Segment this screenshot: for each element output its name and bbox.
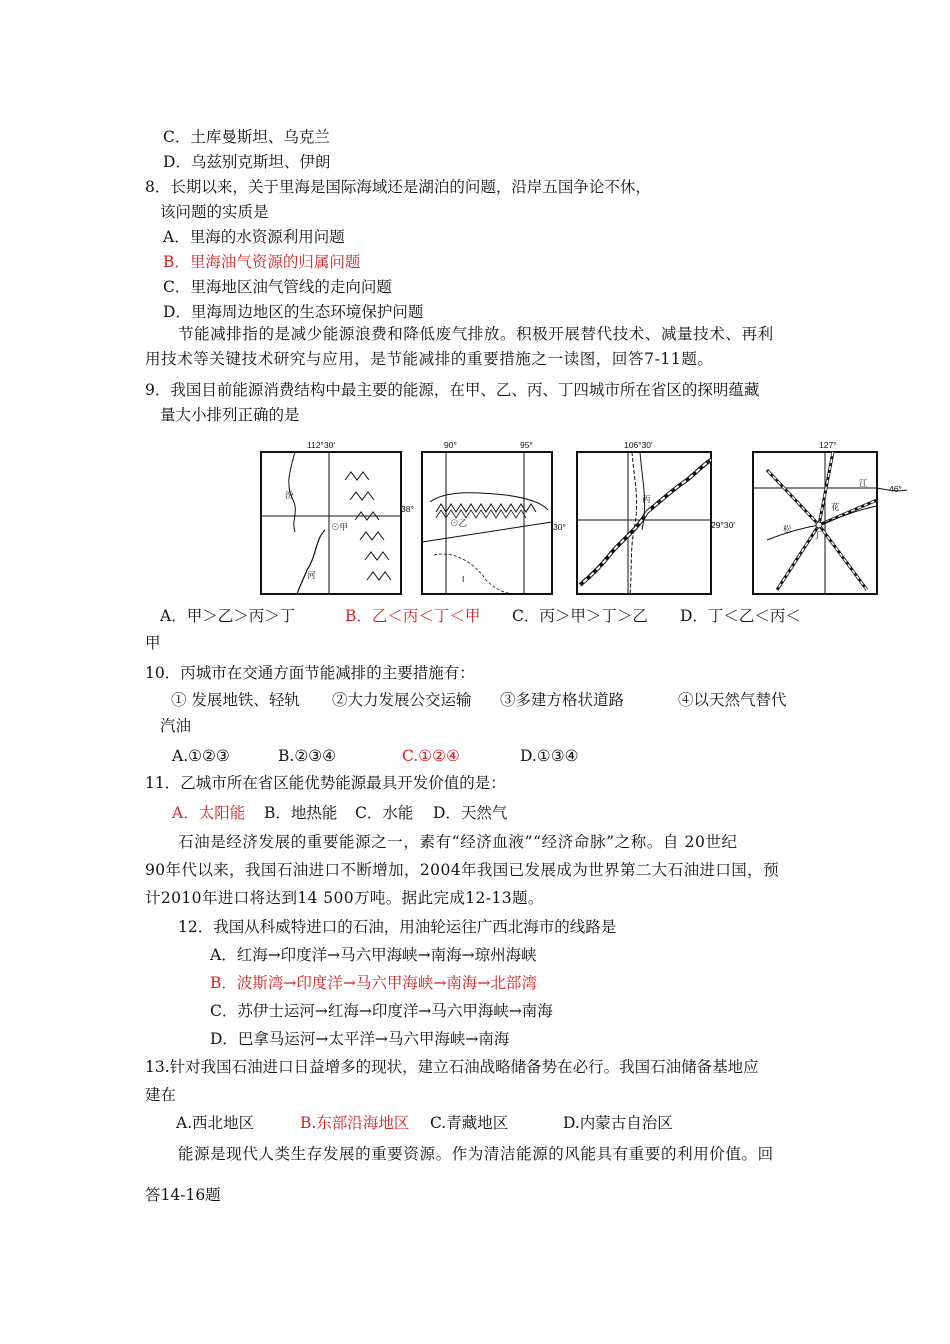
- passage1-line2: 用技术等关键技术研究与应用，是节能减排的重要措施之一读图，回答7-11题。: [145, 350, 714, 368]
- map-ding: [747, 440, 917, 600]
- q10-option-b: B.②③④: [278, 747, 337, 765]
- passage2-line1: 石油是经济发展的重要能源之一，素有“经济血液”“经济命脉”之称。自 20世纪: [178, 833, 738, 851]
- q8-stem-line2: 该问题的实质是: [160, 203, 269, 221]
- map4-longitude-label: 127°: [819, 440, 837, 450]
- q7-option-d: D．乌兹别克斯坦、伊朗: [163, 153, 331, 171]
- q13-stem-line1: 13.针对我国石油进口日益增多的现状，建立石油战略储备势在必行。我国石油储备基地应: [145, 1058, 759, 1076]
- map4-label-song: 松: [783, 524, 792, 534]
- q10-item-1: ① 发展地铁、轻轨: [171, 691, 300, 709]
- q13-option-d: D.内蒙古自治区: [563, 1114, 673, 1132]
- q9-option-b-answer: B．乙＜丙＜丁＜甲: [345, 607, 481, 625]
- q7-option-c: C．土库曼斯坦、乌克兰: [163, 128, 330, 146]
- q9-option-d: D．丁＜乙＜丙＜: [680, 607, 801, 625]
- q10-item-4-cont: 汽油: [160, 717, 192, 735]
- q9-option-d-cont: 甲: [145, 634, 161, 652]
- q8-option-d: D．里海周边地区的生态环境保护问题: [163, 303, 424, 321]
- map2-mark: I: [462, 574, 465, 584]
- map1-city-jia: ⊙甲: [331, 522, 349, 532]
- q10-option-c-answer: C.①②④: [402, 747, 460, 765]
- q9-option-c: C．丙＞甲＞丁＞乙: [512, 607, 648, 625]
- q11-option-c: C．水能: [355, 804, 414, 822]
- map1-longitude-label: 112°30′: [307, 440, 335, 450]
- q10-option-a: A.①②③: [172, 747, 230, 765]
- map4-city-ding: 丁: [813, 530, 822, 540]
- map-bing: [572, 440, 735, 600]
- map2-longitude-95: 95°: [520, 440, 533, 450]
- q11-option-a-answer: A．太阳能: [172, 804, 246, 822]
- q9-option-a: A．甲＞乙＞丙＞丁: [160, 607, 296, 625]
- q12-option-c: C．苏伊士运河→红海→印度洋→马六甲海峡→南海: [210, 1002, 553, 1020]
- passage2-line2: 90年代以来，我国石油进口不断增加，2004年我国已发展成为世界第二大石油进口国，预: [145, 861, 779, 879]
- map1-place-label: 汾: [285, 490, 294, 500]
- q8-stem-line1: 8．长期以来，关于里海是国际海域还是湖泊的问题，沿岸五国争论不休，: [145, 178, 651, 196]
- q11-option-d: D．天然气: [433, 804, 508, 822]
- passage2-line3: 计2010年进口将达到14 500万吨。据此完成12-13题。: [145, 889, 544, 907]
- map-jia: [255, 440, 415, 600]
- map3-latitude-label: 29°30′: [711, 520, 735, 530]
- map4-label-hua: 花: [831, 502, 840, 512]
- map2-city-yi: ⊙乙: [450, 518, 468, 528]
- q10-option-d: D.①③④: [520, 747, 579, 765]
- map2-longitude-90: 90°: [444, 440, 457, 450]
- passage1-line1: 节能减排指的是减少能源浪费和降低废气排放。积极开展替代技术、减量技术、再利: [178, 325, 774, 343]
- map3-city-bing: 丙: [642, 494, 651, 504]
- q10-stem: 10．丙城市在交通方面节能减排的主要措施有：: [145, 664, 475, 682]
- map4-label-jiang: 江: [859, 478, 868, 488]
- q13-option-a: A.西北地区: [176, 1114, 255, 1132]
- map1-river-label: 河: [307, 570, 316, 580]
- q13-option-c: C.青藏地区: [430, 1114, 509, 1132]
- q10-item-4: ④以天然气替代: [678, 691, 787, 709]
- q11-stem: 11．乙城市所在省区能优势能源最具开发价值的是：: [145, 774, 506, 792]
- q12-option-a: A．红海→印度洋→马六甲海峡→南海→琼州海峡: [210, 946, 537, 964]
- map1-latitude-label: 38°: [401, 504, 414, 514]
- map-yi: [416, 440, 576, 600]
- q13-option-b-answer: B.东部沿海地区: [300, 1114, 410, 1132]
- q11-option-b: B．地热能: [264, 804, 338, 822]
- map3-longitude-label: 106°30′: [624, 440, 653, 450]
- q12-option-d: D．巴拿马运河→太平洋→马六甲海峡→南海: [210, 1030, 510, 1048]
- q9-stem-line1: 9．我国目前能源消费结构中最主要的能源，在甲、乙、丙、丁四城市所在省区的探明蕴藏: [145, 381, 760, 399]
- map4-latitude-label: 46°: [889, 484, 902, 494]
- q12-option-b-answer: B．波斯湾→印度洋→马六甲海峡→南海→北部湾: [210, 974, 537, 992]
- map2-latitude-label: 30°: [553, 522, 566, 532]
- q9-stem-line2: 量大小排列正确的是: [160, 406, 300, 424]
- q10-item-3: ③多建方格状道路: [500, 691, 625, 709]
- q13-stem-line2: 建在: [145, 1086, 177, 1104]
- q8-option-c: C．里海地区油气管线的走向问题: [163, 278, 392, 296]
- passage3-line2: 答14-16题: [145, 1186, 221, 1204]
- q12-stem: 12．我国从科威特进口的石油，用油轮运往广西北海市的线路是: [178, 918, 617, 936]
- q8-option-a: A．里海的水资源利用问题: [163, 228, 345, 246]
- passage3-line1: 能源是现代人类生存发展的重要资源。作为清洁能源的风能具有重要的利用价值。回: [178, 1145, 774, 1163]
- q10-item-2: ②大力发展公交运输: [332, 691, 472, 709]
- q8-option-b-answer: B．里海油气资源的归属问题: [163, 253, 361, 271]
